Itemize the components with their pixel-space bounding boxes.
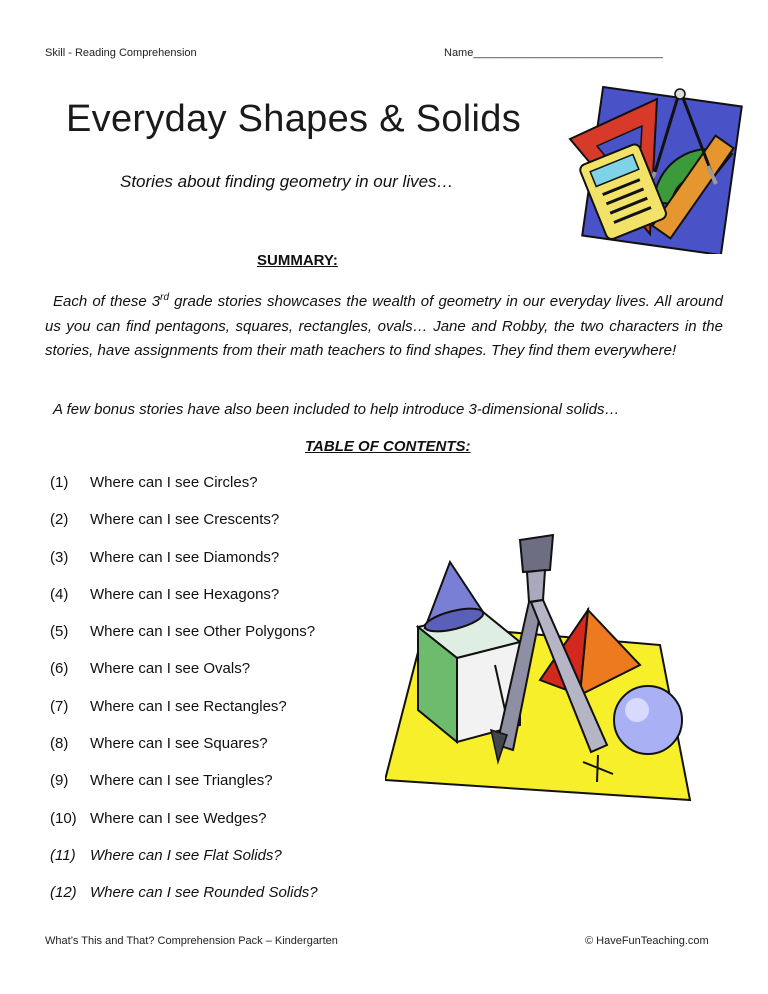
name-field — [444, 47, 663, 59]
toc-item — [50, 810, 318, 847]
summary-text-start: Each of these 3 — [53, 293, 161, 310]
toc-item-label: Where can I see Rectangles? — [90, 697, 287, 715]
geometric-solids-illustration — [385, 530, 695, 805]
toc-item-label: Where can I see Hexagons? — [90, 585, 280, 603]
toc-item — [50, 623, 318, 660]
toc-item-number: (2) — [50, 511, 69, 529]
toc-item-label: Where can I see Diamonds? — [90, 548, 280, 566]
bonus-paragraph: A few bonus stories have also been included to help introduce 3-dimensional solids… — [53, 401, 620, 418]
toc-item-number: (9) — [50, 772, 69, 790]
toc-item-label: Where can I see Crescents? — [90, 511, 280, 529]
page-title: Everyday Shapes & Solids — [66, 98, 521, 140]
toc-item-number: (8) — [50, 735, 69, 753]
toc-item-label: Where can I see Wedges? — [90, 809, 267, 827]
summary-heading: SUMMARY: — [257, 252, 338, 269]
page-subtitle: Stories about finding geometry in our lives… — [120, 172, 454, 191]
toc-item — [50, 511, 318, 548]
toc-item-number: (5) — [50, 623, 69, 641]
toc-item-number: (10) — [50, 809, 77, 827]
toc-heading: TABLE OF CONTENTS: — [305, 438, 471, 455]
toc-item-label: Where can I see Rounded Solids? — [90, 884, 318, 902]
toc-item-label: Where can I see Other Polygons? — [90, 623, 316, 641]
toc-item — [50, 698, 318, 735]
toc-item — [50, 586, 318, 623]
toc-item — [50, 660, 318, 697]
toc-item-number: (1) — [50, 474, 69, 491]
toc-list — [50, 474, 318, 922]
toc-item-number: (11) — [50, 846, 76, 864]
toc-item — [50, 847, 318, 884]
toc-item-label: Where can I see Flat Solids? — [90, 846, 282, 864]
toc-item-number: (4) — [50, 585, 69, 603]
toc-item — [50, 772, 318, 809]
toc-item-number: (7) — [50, 697, 69, 715]
toc-item — [50, 884, 318, 921]
toc-item-label: Where can I see Ovals? — [90, 660, 251, 678]
toc-item-label: Where can I see Circles? — [90, 474, 258, 491]
toc-item-number: (12) — [50, 884, 77, 902]
footer-pack-title: What’s This and That? Comprehension Pack – Kindergarten — [45, 935, 338, 947]
toc-item-label: Where can I see Triangles? — [90, 772, 273, 790]
summary-ordinal: rd — [160, 292, 170, 303]
toc-item — [50, 735, 318, 772]
name-line: _______________________________ — [473, 47, 663, 59]
skill-label: Skill - Reading Comprehension — [45, 47, 197, 59]
summary-paragraph — [45, 286, 723, 364]
toc-item-number: (6) — [50, 660, 69, 678]
summary-text-rest: grade stories showcases the wealth of geometry in our everyday lives. All around us you can find pentagons, squares, rectangles, ovals… Jane and Robby, the two characters in the stories, have assignments from their math teachers to find shapes. They find them everywhere! — [45, 293, 723, 359]
toc-item — [50, 549, 318, 586]
toc-item — [50, 474, 318, 511]
footer-copyright: © HaveFunTeaching.com — [585, 935, 709, 947]
name-label: Name — [444, 47, 474, 59]
geometry-tools-illustration — [562, 84, 748, 254]
toc-item-label: Where can I see Squares? — [90, 735, 268, 753]
toc-item-number: (3) — [50, 548, 69, 566]
